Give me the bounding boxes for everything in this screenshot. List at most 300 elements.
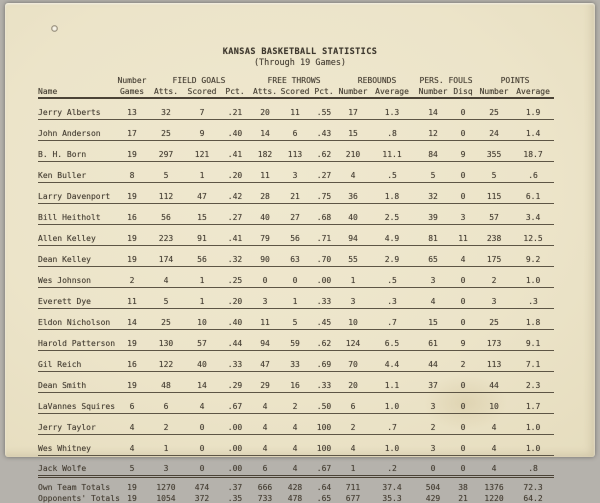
stat-cell: 1.7 <box>512 392 554 413</box>
stat-cell: 2 <box>450 350 476 371</box>
stat-cell: 0 <box>184 434 220 455</box>
stat-cell: 11 <box>250 161 280 182</box>
stat-cell: 9 <box>184 119 220 140</box>
stat-cell: 3 <box>280 161 310 182</box>
page-subtitle: (Through 19 Games) <box>5 58 595 68</box>
table-row <box>38 182 554 203</box>
stat-cell: 6 <box>250 455 280 476</box>
stat-cell: 4 <box>116 413 148 434</box>
row-name: Dean Kelley <box>38 245 116 266</box>
stat-cell: 223 <box>148 224 184 245</box>
stat-cell: 100 <box>310 434 338 455</box>
stat-cell: 11 <box>280 98 310 119</box>
stat-cell: .00 <box>220 455 250 476</box>
stat-cell: 182 <box>250 140 280 161</box>
row-name: Larry Davenport <box>38 182 116 203</box>
stat-cell: 1 <box>338 266 368 287</box>
stat-cell: .8 <box>368 119 416 140</box>
stat-cell: .21 <box>220 98 250 119</box>
stat-cell: 4 <box>250 434 280 455</box>
stat-cell: 0 <box>450 455 476 476</box>
totals-row <box>38 476 554 492</box>
stat-cell: 5 <box>148 161 184 182</box>
stat-cell: 175 <box>476 245 512 266</box>
stat-cell: 16 <box>280 371 310 392</box>
total-stat-cell: .64 <box>310 476 338 492</box>
stat-cell: 0 <box>184 413 220 434</box>
stat-cell: 12 <box>416 119 450 140</box>
stat-cell: 27 <box>280 203 310 224</box>
stat-cell: .44 <box>220 329 250 350</box>
stat-cell: 1.3 <box>368 98 416 119</box>
stat-cell: 4 <box>250 413 280 434</box>
table-row <box>38 308 554 329</box>
stat-cell: 9.2 <box>512 245 554 266</box>
stat-cell: 3 <box>148 455 184 476</box>
row-name: LaVannes Squires <box>38 392 116 413</box>
group-header-row <box>38 74 554 85</box>
stat-cell: 4 <box>450 245 476 266</box>
stat-cell: 3 <box>338 287 368 308</box>
stat-cell: 20 <box>250 98 280 119</box>
stat-cell: 59 <box>280 329 310 350</box>
stat-cell: 173 <box>476 329 512 350</box>
table-row <box>38 329 554 350</box>
total-stat-cell: 428 <box>280 476 310 492</box>
stat-cell: 3 <box>416 266 450 287</box>
stat-cell: .69 <box>310 350 338 371</box>
column-header-cell: Number <box>476 85 512 98</box>
table-row <box>38 350 554 371</box>
stat-cell: 32 <box>416 182 450 203</box>
stat-cell: 25 <box>476 98 512 119</box>
stat-cell: 174 <box>148 245 184 266</box>
stat-cell: 3 <box>416 434 450 455</box>
stat-cell: 11.1 <box>368 140 416 161</box>
row-name: Eldon Nicholson <box>38 308 116 329</box>
stat-cell: 1.4 <box>512 119 554 140</box>
total-stat-cell: 733 <box>250 492 280 503</box>
stat-cell: 9 <box>450 329 476 350</box>
row-name: Everett Dye <box>38 287 116 308</box>
stat-cell: .55 <box>310 98 338 119</box>
stat-cell: 16 <box>116 203 148 224</box>
stat-cell: 1 <box>280 287 310 308</box>
group-header-cell: REBOUNDS <box>338 74 416 85</box>
stat-cell: 17 <box>338 98 368 119</box>
table-row <box>38 224 554 245</box>
stat-cell: 56 <box>280 224 310 245</box>
stat-cell: 29 <box>250 371 280 392</box>
total-stat-cell: 1220 <box>476 492 512 503</box>
total-stat-cell: 429 <box>416 492 450 503</box>
stat-cell: 2 <box>116 266 148 287</box>
stat-cell: 121 <box>184 140 220 161</box>
stat-cell: .20 <box>220 161 250 182</box>
stat-cell: 0 <box>450 161 476 182</box>
column-header-cell: Average <box>512 85 554 98</box>
stat-cell: 40 <box>250 203 280 224</box>
row-name: Wes Whitney <box>38 434 116 455</box>
stat-cell: 63 <box>280 245 310 266</box>
stat-cell: 0 <box>184 455 220 476</box>
stat-cell: 61 <box>416 329 450 350</box>
stat-cell: 19 <box>116 140 148 161</box>
group-header-cell <box>38 74 116 85</box>
stat-cell: .41 <box>220 224 250 245</box>
stat-cell: 3 <box>476 287 512 308</box>
stat-cell: 4 <box>338 161 368 182</box>
stat-cell: 39 <box>416 203 450 224</box>
stat-cell: 1 <box>184 287 220 308</box>
table-row <box>38 161 554 182</box>
paper-sheet <box>5 3 595 457</box>
total-stat-cell: 64.2 <box>512 492 554 503</box>
stat-cell: 0 <box>250 266 280 287</box>
stat-cell: 7.1 <box>512 350 554 371</box>
total-stat-cell: .35 <box>220 492 250 503</box>
stat-cell: 44 <box>416 350 450 371</box>
total-stat-cell: 1054 <box>148 492 184 503</box>
stat-cell: .2 <box>368 455 416 476</box>
stat-cell: 25 <box>148 119 184 140</box>
stat-cell: 122 <box>148 350 184 371</box>
row-name: Allen Kelley <box>38 224 116 245</box>
stat-cell: 14 <box>250 119 280 140</box>
stat-cell: 1 <box>184 161 220 182</box>
stat-cell: 17 <box>116 119 148 140</box>
stat-cell: 13 <box>116 98 148 119</box>
stat-cell: 19 <box>116 182 148 203</box>
column-header-cell: Pct. <box>310 85 338 98</box>
stat-cell: 32 <box>148 98 184 119</box>
stat-cell: 9 <box>450 140 476 161</box>
stat-cell: 7 <box>184 98 220 119</box>
stat-cell: 11 <box>450 224 476 245</box>
stat-cell: 56 <box>148 203 184 224</box>
stat-cell: 65 <box>416 245 450 266</box>
stat-cell: 4 <box>280 434 310 455</box>
stat-cell: .70 <box>310 245 338 266</box>
table-row <box>38 413 554 434</box>
totals-row <box>38 492 554 503</box>
stat-cell: 4 <box>416 287 450 308</box>
stat-cell: .71 <box>310 224 338 245</box>
stat-cell: 14 <box>116 308 148 329</box>
stat-cell: 57 <box>184 329 220 350</box>
stat-cell: 4.4 <box>368 350 416 371</box>
stat-cell: 12.5 <box>512 224 554 245</box>
stat-cell: 113 <box>476 350 512 371</box>
stat-cell: 11 <box>116 287 148 308</box>
stat-cell: .7 <box>368 413 416 434</box>
stat-cell: 11 <box>250 308 280 329</box>
stat-cell: 57 <box>476 203 512 224</box>
stat-cell: 84 <box>416 140 450 161</box>
stat-cell: .40 <box>220 119 250 140</box>
stat-cell: 1.0 <box>368 392 416 413</box>
stat-cell: 8 <box>116 161 148 182</box>
row-name: Dean Smith <box>38 371 116 392</box>
column-header-cell: Scored <box>184 85 220 98</box>
stat-cell: .50 <box>310 392 338 413</box>
stat-cell: 2 <box>338 413 368 434</box>
stat-cell: 0 <box>450 392 476 413</box>
stat-cell: 0 <box>450 266 476 287</box>
stat-cell: 1 <box>148 434 184 455</box>
stat-cell: 4 <box>280 455 310 476</box>
stat-cell: 4 <box>338 434 368 455</box>
stat-cell: 113 <box>280 140 310 161</box>
stat-cell: 1 <box>184 266 220 287</box>
stat-cell: 6 <box>338 392 368 413</box>
total-stat-cell: 37.4 <box>368 476 416 492</box>
stat-cell: 0 <box>416 455 450 476</box>
stat-cell: 2.9 <box>368 245 416 266</box>
total-stat-cell: .37 <box>220 476 250 492</box>
total-stat-cell: 1376 <box>476 476 512 492</box>
stat-cell: .27 <box>310 161 338 182</box>
row-name: Ken Buller <box>38 161 116 182</box>
stat-cell: 3 <box>250 287 280 308</box>
title-block <box>5 3 595 68</box>
total-stat-cell: 72.3 <box>512 476 554 492</box>
stat-cell: .7 <box>368 308 416 329</box>
stat-cell: 48 <box>148 371 184 392</box>
stat-cell: 4 <box>148 266 184 287</box>
stat-cell: 36 <box>338 182 368 203</box>
stat-cell: .8 <box>512 455 554 476</box>
stat-cell: 6.1 <box>512 182 554 203</box>
stat-cell: 15 <box>416 308 450 329</box>
stat-cell: 0 <box>450 413 476 434</box>
stat-cell: 210 <box>338 140 368 161</box>
column-header-cell: Average <box>368 85 416 98</box>
stat-cell: 2 <box>148 413 184 434</box>
stat-cell: 40 <box>184 350 220 371</box>
stat-cell: 28 <box>250 182 280 203</box>
row-name: Opponents' Totals <box>38 492 116 503</box>
stat-cell: 0 <box>450 308 476 329</box>
stat-cell: 115 <box>476 182 512 203</box>
stat-cell: 79 <box>250 224 280 245</box>
stat-cell: .20 <box>220 287 250 308</box>
total-stat-cell: 19 <box>116 476 148 492</box>
column-header-cell: Games <box>116 85 148 98</box>
table-header <box>38 74 554 98</box>
row-name: Own Team Totals <box>38 476 116 492</box>
stat-cell: .42 <box>220 182 250 203</box>
stat-cell: .29 <box>220 371 250 392</box>
stat-cell: 16 <box>116 350 148 371</box>
stat-cell: 6.5 <box>368 329 416 350</box>
stat-cell: 1.0 <box>368 434 416 455</box>
stat-cell: 5 <box>116 455 148 476</box>
stat-cell: 10 <box>476 392 512 413</box>
stat-cell: 5 <box>280 308 310 329</box>
stat-cell: 297 <box>148 140 184 161</box>
stat-cell: 2 <box>280 392 310 413</box>
stat-cell: 2 <box>476 266 512 287</box>
stats-table <box>38 74 554 503</box>
stat-cell: 0 <box>450 434 476 455</box>
total-stat-cell: 666 <box>250 476 280 492</box>
stat-cell: 238 <box>476 224 512 245</box>
table-row <box>38 371 554 392</box>
total-stat-cell: 478 <box>280 492 310 503</box>
stat-cell: 4 <box>280 413 310 434</box>
stat-cell: .27 <box>220 203 250 224</box>
stat-cell: 0 <box>450 287 476 308</box>
stat-cell: 4.9 <box>368 224 416 245</box>
stat-cell: 40 <box>338 203 368 224</box>
stat-cell: 5 <box>476 161 512 182</box>
group-header-cell: FIELD GOALS <box>148 74 250 85</box>
stat-cell: .62 <box>310 140 338 161</box>
stat-cell: .00 <box>310 266 338 287</box>
punch-hole <box>51 25 58 32</box>
total-stat-cell: 711 <box>338 476 368 492</box>
row-name: Jerry Taylor <box>38 413 116 434</box>
table-row <box>38 287 554 308</box>
total-stat-cell: 474 <box>184 476 220 492</box>
stat-cell: 0 <box>450 119 476 140</box>
stat-cell: 56 <box>184 245 220 266</box>
group-header-cell: PERS. FOULS <box>416 74 476 85</box>
table-row <box>38 119 554 140</box>
table-row <box>38 434 554 455</box>
stat-cell: 130 <box>148 329 184 350</box>
group-header-cell: FREE THROWS <box>250 74 338 85</box>
row-name: Harold Patterson <box>38 329 116 350</box>
total-stat-cell: 372 <box>184 492 220 503</box>
stat-cell: 91 <box>184 224 220 245</box>
stat-cell: 2.3 <box>512 371 554 392</box>
stat-cell: 2.5 <box>368 203 416 224</box>
column-header-row <box>38 85 554 98</box>
stat-cell: .3 <box>368 287 416 308</box>
stat-cell: .33 <box>220 350 250 371</box>
column-header-cell: Disq <box>450 85 476 98</box>
stat-cell: .75 <box>310 182 338 203</box>
stat-cell: 4 <box>476 455 512 476</box>
stat-cell: .00 <box>220 413 250 434</box>
table-row <box>38 203 554 224</box>
stat-cell: 1.9 <box>512 98 554 119</box>
total-stat-cell: 677 <box>338 492 368 503</box>
stat-cell: 124 <box>338 329 368 350</box>
stat-cell: 25 <box>476 308 512 329</box>
stat-cell: 5 <box>148 287 184 308</box>
stat-cell: 33 <box>280 350 310 371</box>
stat-cell: .32 <box>220 245 250 266</box>
column-header-cell: Atts. <box>148 85 184 98</box>
stat-cell: .6 <box>512 161 554 182</box>
total-stat-cell: 35.3 <box>368 492 416 503</box>
total-stat-cell: 504 <box>416 476 450 492</box>
stat-cell: 0 <box>280 266 310 287</box>
stat-cell: 24 <box>476 119 512 140</box>
stat-cell: .00 <box>220 434 250 455</box>
stat-cell: 1.8 <box>368 182 416 203</box>
stat-cell: 44 <box>476 371 512 392</box>
stat-cell: 47 <box>250 350 280 371</box>
stat-cell: 14 <box>416 98 450 119</box>
stat-cell: .3 <box>512 287 554 308</box>
stat-cell: 3 <box>450 203 476 224</box>
row-name: Wes Johnson <box>38 266 116 287</box>
stat-cell: .67 <box>310 455 338 476</box>
row-name: Jerry Alberts <box>38 98 116 119</box>
stat-cell: 3.4 <box>512 203 554 224</box>
total-stat-cell: .65 <box>310 492 338 503</box>
column-header-cell: Number <box>338 85 368 98</box>
stat-cell: 14 <box>184 371 220 392</box>
stat-cell: 10 <box>338 308 368 329</box>
stat-cell: 47 <box>184 182 220 203</box>
stat-cell: 4 <box>476 434 512 455</box>
stat-cell: 94 <box>250 329 280 350</box>
group-header-cell: Number <box>116 74 148 85</box>
stat-cell: .33 <box>310 371 338 392</box>
stat-cell: 4 <box>250 392 280 413</box>
stat-cell: .43 <box>310 119 338 140</box>
row-name: John Anderson <box>38 119 116 140</box>
table-row <box>38 455 554 476</box>
stat-cell: 1.0 <box>512 434 554 455</box>
stat-cell: .41 <box>220 140 250 161</box>
stat-cell: .5 <box>368 266 416 287</box>
stat-cell: 5 <box>416 161 450 182</box>
stat-cell: 2 <box>416 413 450 434</box>
table-row <box>38 140 554 161</box>
row-name: Gil Reich <box>38 350 116 371</box>
table-row <box>38 245 554 266</box>
stat-cell: 1.0 <box>512 266 554 287</box>
group-header-cell: POINTS <box>476 74 554 85</box>
column-header-cell: Pct. <box>220 85 250 98</box>
stat-cell: 25 <box>148 308 184 329</box>
stat-cell: 4 <box>184 392 220 413</box>
table-row <box>38 98 554 119</box>
stat-cell: 94 <box>338 224 368 245</box>
stat-cell: .62 <box>310 329 338 350</box>
row-name: Jack Wolfe <box>38 455 116 476</box>
stat-cell: 19 <box>116 329 148 350</box>
stat-cell: 19 <box>116 245 148 266</box>
stat-cell: 70 <box>338 350 368 371</box>
stat-cell: .68 <box>310 203 338 224</box>
stat-cell: 90 <box>250 245 280 266</box>
stat-cell: 6 <box>280 119 310 140</box>
totals-rows <box>38 476 554 503</box>
table-row <box>38 392 554 413</box>
stat-cell: .5 <box>368 161 416 182</box>
stat-cell: .45 <box>310 308 338 329</box>
stat-cell: 3 <box>416 392 450 413</box>
stat-cell: 4 <box>476 413 512 434</box>
total-stat-cell: 19 <box>116 492 148 503</box>
stat-cell: 15 <box>338 119 368 140</box>
stat-cell: 18.7 <box>512 140 554 161</box>
table-row <box>38 266 554 287</box>
page-title: KANSAS BASKETBALL STATISTICS <box>5 47 595 57</box>
player-rows <box>38 98 554 476</box>
total-stat-cell: 38 <box>450 476 476 492</box>
stat-cell: 4 <box>116 434 148 455</box>
stat-cell: 100 <box>310 413 338 434</box>
stat-cell: 81 <box>416 224 450 245</box>
